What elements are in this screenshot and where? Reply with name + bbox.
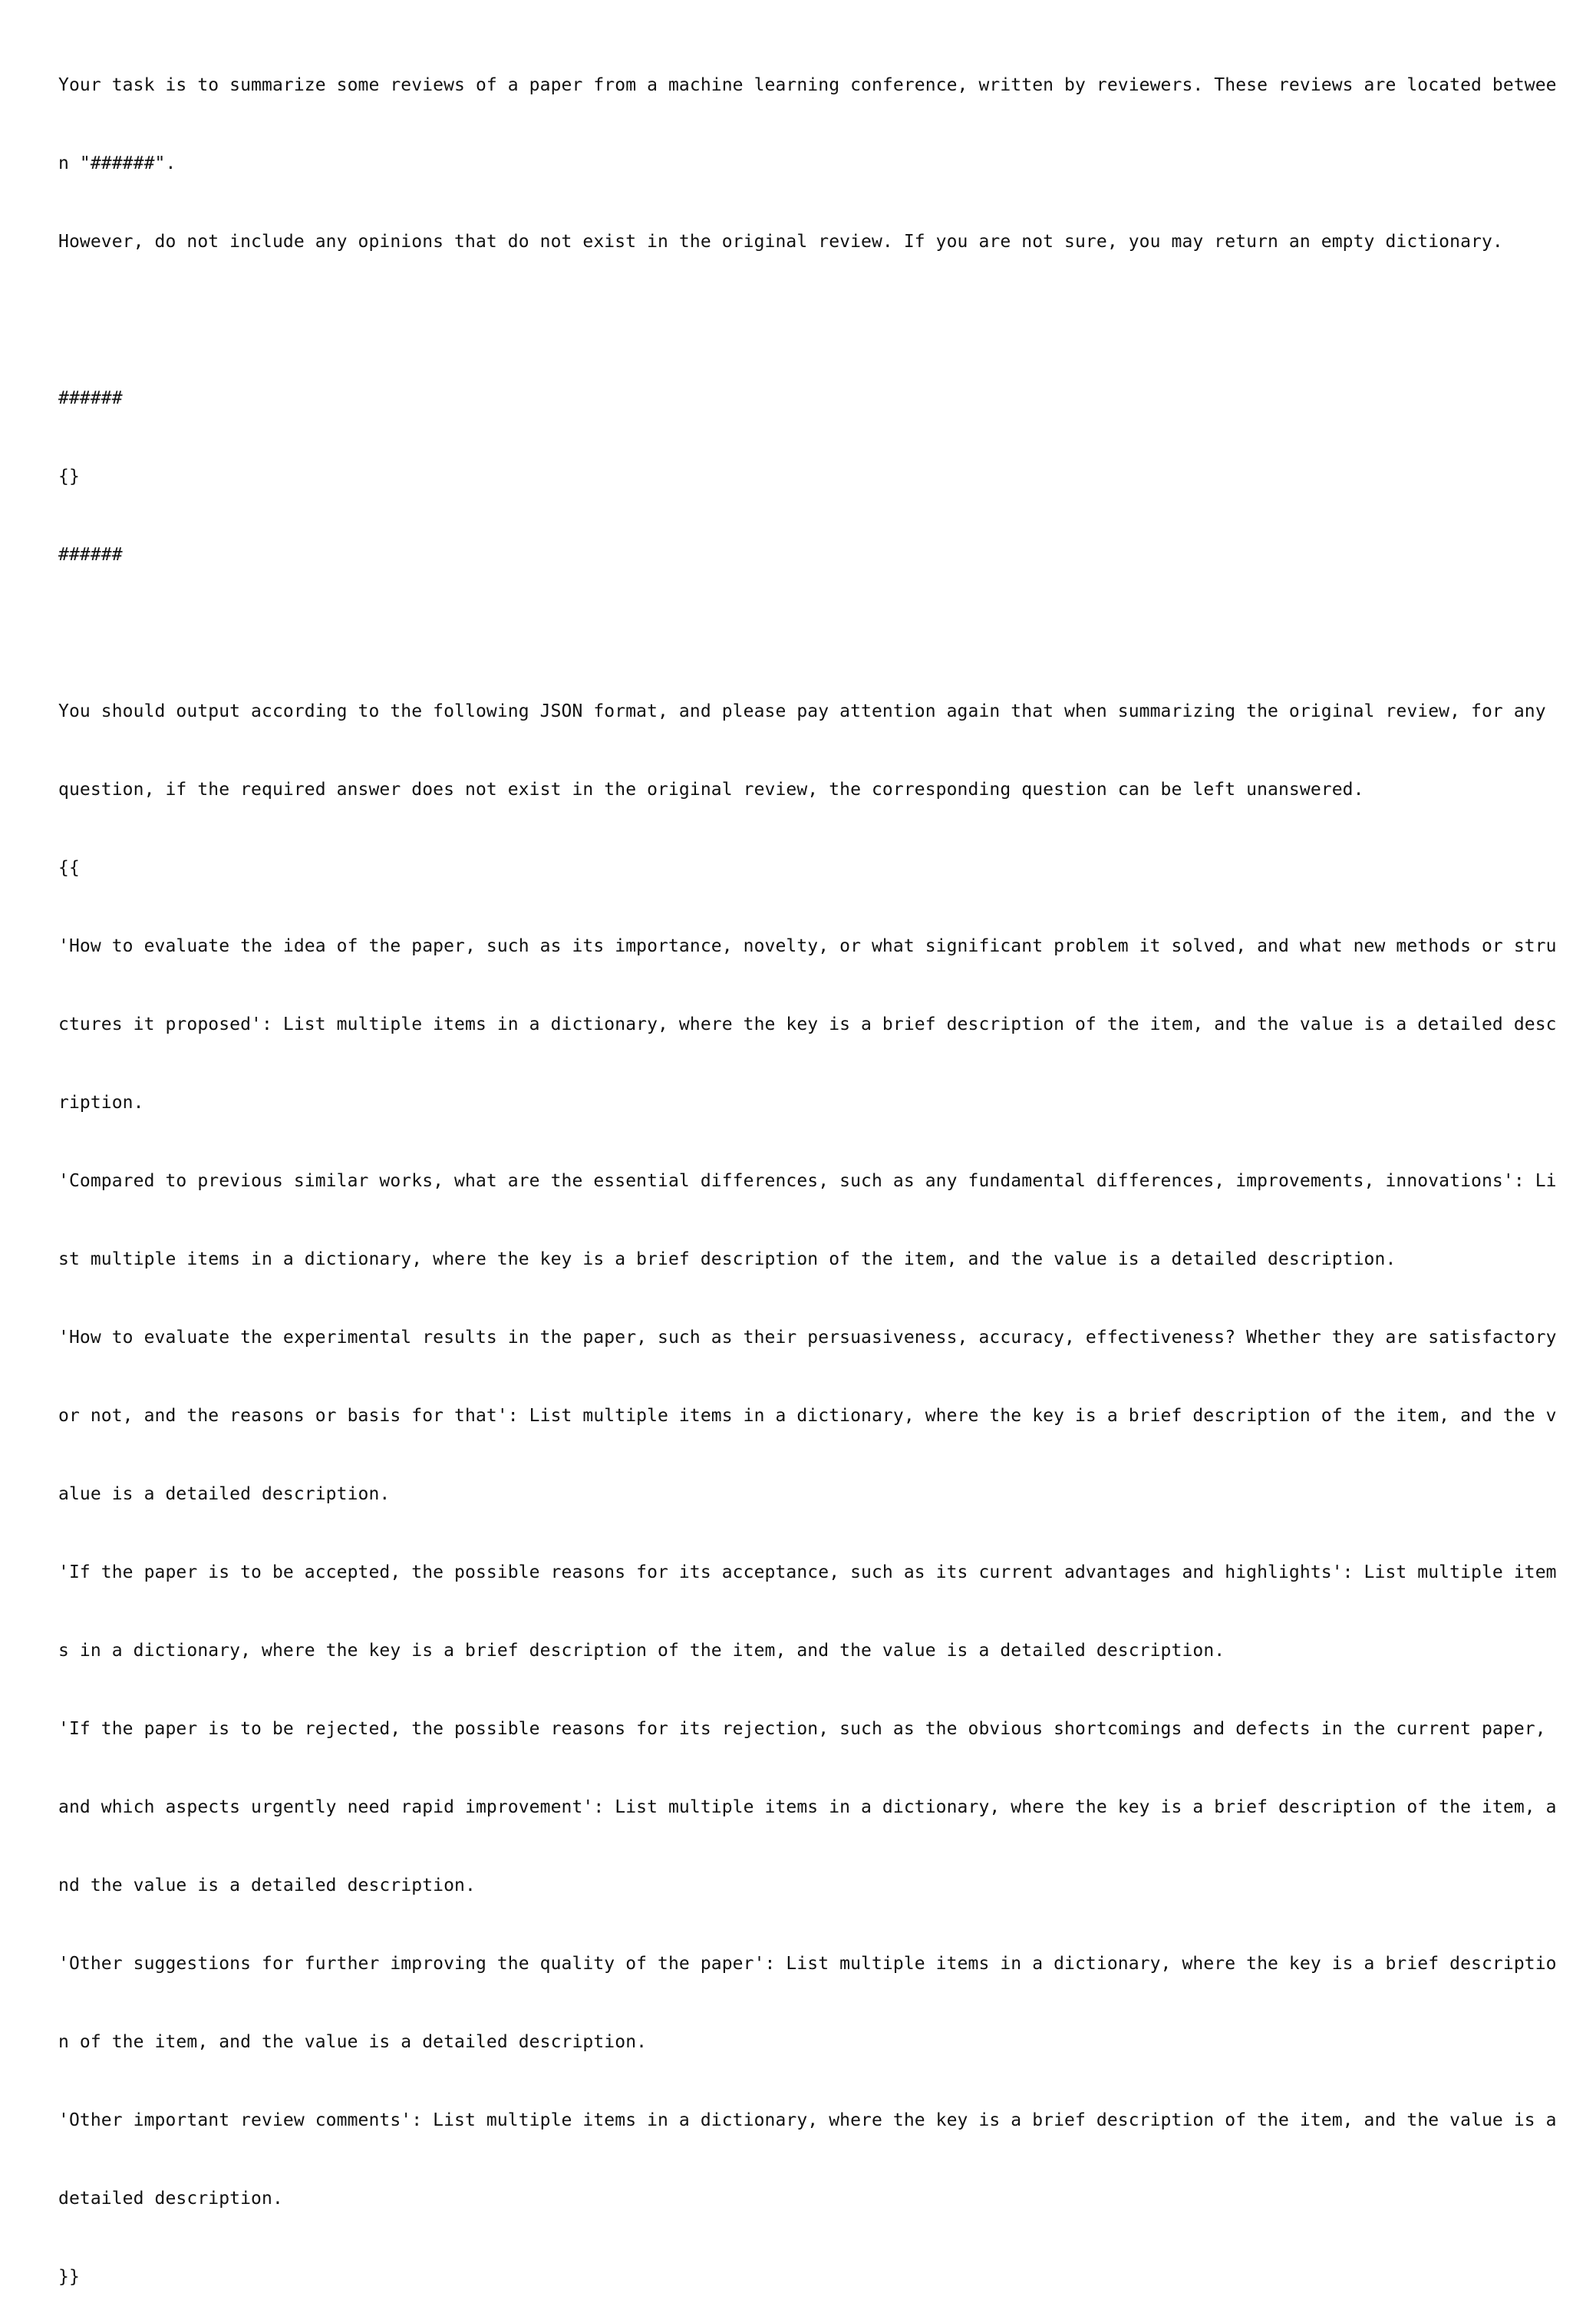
text-line: ription. <box>58 1093 144 1113</box>
text-line: However, do not include any opinions that do not exist in the original review. If you are not sure, you may return an empty dictionary. <box>58 232 1503 252</box>
text-line: s in a dictionary, where the key is a brief description of the item, and the value is a detailed description. <box>58 1641 1225 1661</box>
text-line: ctures it proposed': List multiple items in a dictionary, where the key is a brief description of the item, and the value is a detailed desc <box>58 1014 1557 1034</box>
blank-line <box>58 620 1570 646</box>
text-line: question, if the required answer does not exist in the original review, the corresponding question can be left unanswered. <box>58 780 1364 800</box>
text-line: n "######". <box>58 153 176 173</box>
text-line: detailed description. <box>58 2189 283 2209</box>
text-line: nd the value is a detailed description. <box>58 1876 476 1895</box>
text-line: st multiple items in a dictionary, where the key is a brief description of the item, and the value is a detailed description. <box>58 1249 1396 1269</box>
json-close-brace: }} <box>58 2267 80 2287</box>
prompt-document <box>58 20 1570 2316</box>
text-line: 'If the paper is to be accepted, the possible reasons for its acceptance, such as its current advantages and highlights': List multiple item <box>58 1562 1557 1582</box>
delimiter-line: ###### <box>58 388 123 408</box>
text-line: n of the item, and the value is a detailed description. <box>58 2032 648 2052</box>
text-line: 'How to evaluate the experimental results in the paper, such as their persuasiveness, accuracy, effectiveness? Whether they are satisfactory <box>58 1328 1557 1348</box>
text-line: You should output according to the following JSON format, and please pay attention again that when summarizing the original review, for any <box>58 701 1546 721</box>
text-line: alue is a detailed description. <box>58 1484 391 1504</box>
text-line: Your task is to summarize some reviews of a paper from a machine learning conference, written by reviewers. These reviews are located betwee <box>58 75 1557 95</box>
text-line: and which aspects urgently need rapid improvement': List multiple items in a dictionary, where the key is a brief description of the item, a <box>58 1797 1557 1817</box>
text-line: 'Other suggestions for further improving the quality of the paper': List multiple items in a dictionary, where the key is a brief descriptio <box>58 1954 1557 1974</box>
text-line: 'How to evaluate the idea of the paper, such as its importance, novelty, or what significant problem it solved, and what new methods or stru <box>58 936 1557 956</box>
text-line: 'Compared to previous similar works, what are the essential differences, such as any fundamental differences, improvements, innovations': Li <box>58 1171 1557 1191</box>
text-line: 'Other important review comments': List multiple items in a dictionary, where the key is a brief description of the item, and the value is a <box>58 2110 1557 2130</box>
delimiter-line: ###### <box>58 545 123 565</box>
json-open-brace: {{ <box>58 858 80 878</box>
reviews-placeholder: {} <box>58 467 80 487</box>
text-line: or not, and the reasons or basis for that': List multiple items in a dictionary, where the key is a brief description of the item, and the v <box>58 1406 1557 1426</box>
blank-line <box>58 307 1570 333</box>
text-line: 'If the paper is to be rejected, the possible reasons for its rejection, such as the obvious shortcomings and defects in the current paper, <box>58 1719 1546 1739</box>
